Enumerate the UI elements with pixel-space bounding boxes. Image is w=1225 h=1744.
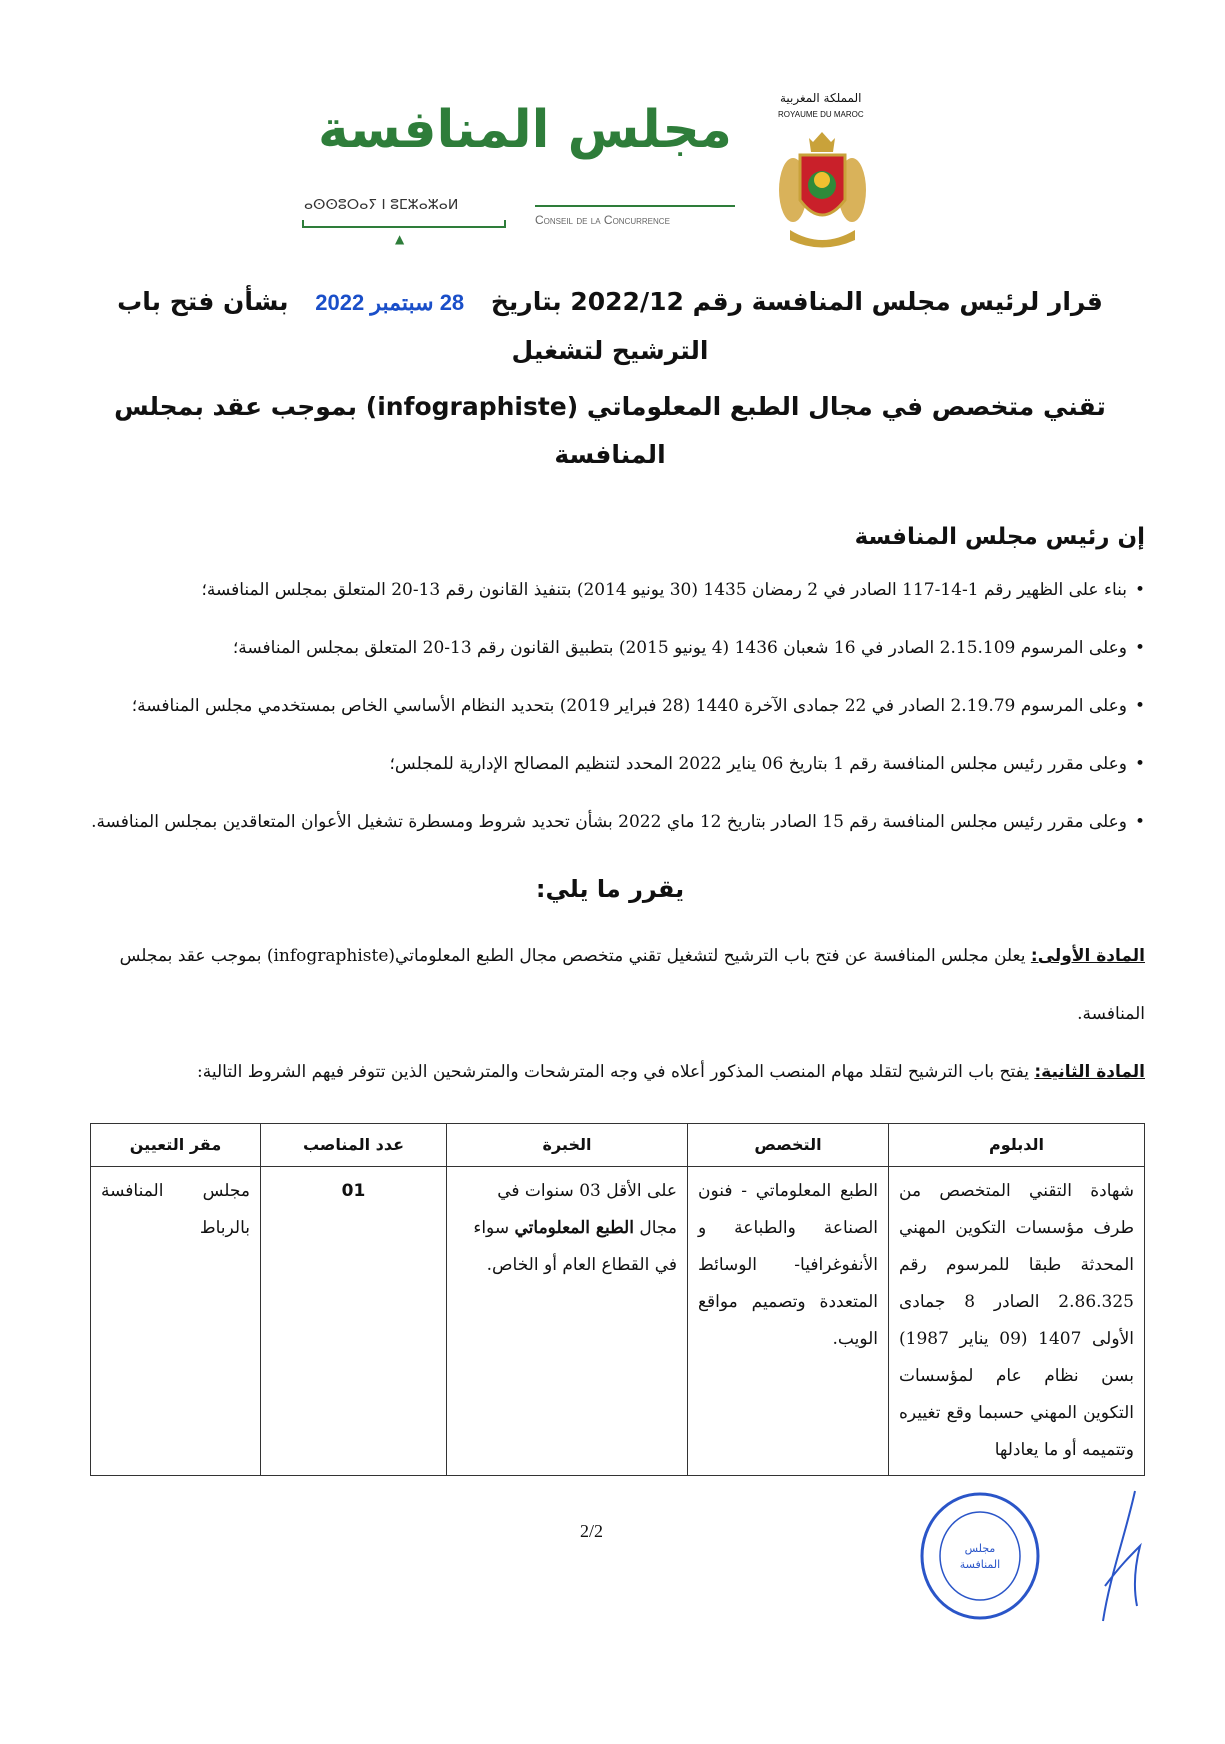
preamble-heading: إن رئيس مجلس المنافسة [854,524,1145,550]
preamble-item: • وعلى مقرر رئيس مجلس المنافسة رقم 15 الصادر بتاريخ 12 ماي 2022 بشأن تحديد شروط ومسطرة تشغيل الأعوان المتعاقدين بمجلس المنافسة. [75,793,1127,851]
article-2-text: يفتح باب الترشيح لتقلد مهام المنصب المذكور أعلاه في وجه المترشحات والمترشحين الذين تتوفر فيهم الشروط التالية: [197,1062,1029,1082]
council-name-tifinagh: ⴰⵙⵙⵓⵔⴰⵢ ⵏ ⵓⵎⵣⴰⵣⴰⵍ [304,197,459,213]
header-location: مقر التعيين [91,1124,261,1167]
document-body [75,278,1145,1476]
page-number: 2/2 [580,1521,604,1541]
cell-positions: 01 [261,1167,447,1476]
article-1 [75,927,1145,1043]
signature-icon [1095,1486,1155,1626]
kingdom-name-french: ROYAUME DU MAROC [778,110,864,119]
preamble-item: • وعلى مقرر رئيس مجلس المنافسة رقم 1 بتاريخ 06 يناير 2022 المحدد لتنظيم المصالح الإدارية للمجلس؛ [75,735,1127,793]
preamble-item: • وعلى المرسوم 2.19.79 الصادر في 22 جمادى الآخرة 1440 (28 فبراير 2019) بتحديد النظام الأساسي الخاص بمستخدمي مجلس المنافسة؛ [75,677,1127,735]
cell-location: مجلس المنافسة بالرباط [91,1167,261,1476]
experience-bold: الطبع المعلوماتي [514,1218,634,1238]
cell-specialty: الطبع المعلوماتي - فنون الصناعة والطباعة و الأنفوغرافيا- الوسائط المتعددة وتصميم مواقع الويب. [688,1167,889,1476]
council-name-french: Conseil de la Concurrence [535,213,670,227]
preamble-item: • وعلى المرسوم 2.15.109 الصادر في 16 شعبان 1436 (4 يونيو 2015) بتطبيق القانون رقم 13-20 المتعلق بمجلس المنافسة؛ [75,619,1127,677]
page-footer [0,1486,1225,1636]
article-1-text: يعلن مجلس المنافسة عن فتح باب الترشيح لتشغيل تقني متخصص مجال الطبع المعلوماتي(infographiste) بموجب عقد بمجلس المنافسة. [119,946,1145,1024]
letterhead [300,0,920,260]
cell-diploma: شهادة التقني المتخصص من طرف مؤسسات التكوين المهني المحدثة طبقا للمرسوم رقم 2.86.325 الصادر 8 جمادى الأولى 1407 (09 يناير 1987) بسن نظام عام لمؤسسات التكوين المهني حسبما وقع تغييره وتتميمه أو ما يعادلها [889,1167,1145,1476]
table-header-row [91,1124,1145,1167]
council-logo-arabic: مجلس المنافسة [318,100,732,160]
header-diploma: الدبلوم [889,1124,1145,1167]
decision-date: 28 سبتمبر 2022 [315,290,465,315]
table-row [91,1167,1145,1476]
cell-experience [447,1167,688,1476]
conditions-table [90,1123,1145,1476]
decides-heading: يقرر ما يلي: [535,875,685,903]
svg-text:مجلس: مجلس [964,1542,996,1555]
logo-divider [535,205,735,207]
header-specialty: التخصص [688,1124,889,1167]
decision-title-line2: تقني متخصص في مجال الطبع المعلوماتي (infographiste) بموجب عقد بمجلس المنافسة [114,392,1106,469]
decision-title-line1 [75,278,1145,375]
logo-triangle-icon: ▲ [395,232,405,246]
title-part2: بشأن فتح باب الترشيح لتشغيل [117,287,709,365]
article-2 [75,1043,1145,1101]
official-stamp-icon [915,1486,1045,1626]
header-experience: الخبرة [447,1124,688,1167]
preamble-item: • بناء على الظهير رقم 1-14-117 الصادر في 2 رمضان 1435 (30 يونيو 2014) بتنفيذ القانون رقم 13-20 المتعلق بمجلس المنافسة؛ [75,561,1127,619]
article-1-label: المادة الأولى: [1030,946,1145,966]
svg-text:المنافسة: المنافسة [959,1558,1001,1571]
header-positions: عدد المناصب [261,1124,447,1167]
article-2-label: المادة الثانية: [1034,1062,1145,1082]
kingdom-name-arabic: المملكة المغربية [780,91,862,105]
experience-suffix: سواء في القطاع العام أو الخاص. [473,1218,677,1275]
royal-coat-of-arms-icon [775,130,870,250]
title-part1: قرار لرئيس مجلس المنافسة رقم 2022/12 بتاريخ [490,287,1103,316]
experience-prefix: على الأقل 03 سنوات في مجال [497,1181,677,1238]
logo-bracket [302,220,506,228]
